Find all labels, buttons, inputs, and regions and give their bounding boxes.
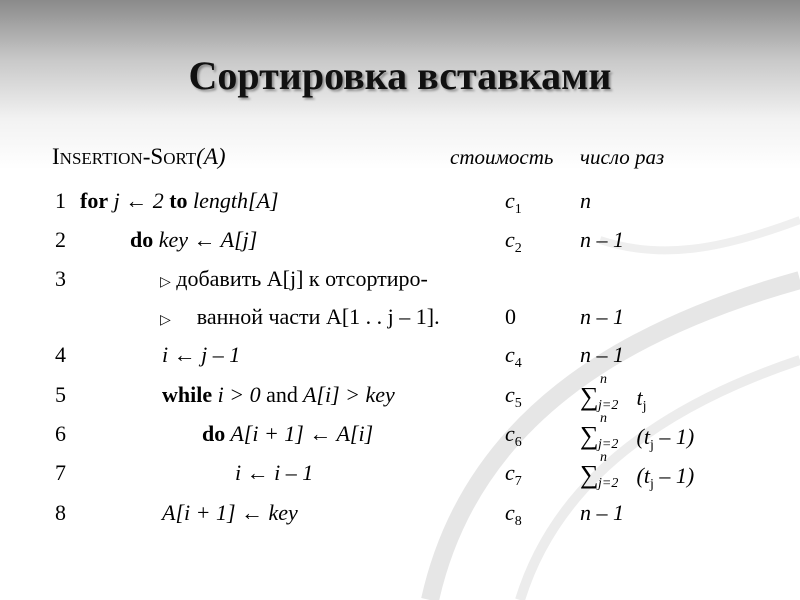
sigma-icon: ∑ [580, 460, 599, 489]
comment-marker-icon: ▷ [160, 313, 171, 328]
line-number: 6 [55, 421, 66, 446]
times-value: n [580, 188, 591, 213]
times-value: n – 1 [580, 342, 624, 367]
sum-upper: n [600, 372, 607, 387]
code-line-1 [0, 188, 800, 222]
cost-sub: 4 [514, 356, 522, 371]
sum-upper: n [600, 450, 607, 465]
code-fragment: i > 0 [212, 382, 267, 407]
cost-base: c [505, 188, 515, 213]
code-line-3-continued [0, 304, 800, 338]
times-value [580, 450, 695, 493]
algorithm-name [52, 144, 226, 170]
cost-base: c [505, 382, 515, 407]
algo-name-part: S [150, 144, 164, 169]
code-fragment: j ← 2 [108, 188, 170, 213]
cost-base: c [505, 460, 515, 485]
sum-body: (t [636, 463, 650, 488]
line-number: 8 [55, 500, 66, 525]
line-number: 5 [55, 382, 66, 407]
times-column-header: число раз [580, 145, 665, 169]
cost-value [505, 188, 522, 218]
code-fragment: length[A] [187, 188, 279, 213]
cost-value: 0 [505, 304, 516, 329]
algo-name-part: NSERTION [59, 149, 143, 168]
sum-body-tail: – 1) [653, 424, 695, 449]
code-line-3 [0, 266, 800, 300]
algo-arg: (A) [196, 144, 226, 169]
comment-fragment: ванной части A[1 . . j – 1]. [196, 304, 440, 329]
algo-name-part: ORT [163, 149, 197, 168]
cost-value [505, 421, 522, 451]
sum-body-sub: j [650, 477, 654, 492]
keyword: to [169, 188, 188, 213]
times-value [580, 411, 695, 454]
slide-title: Сортировка вставками [188, 53, 612, 98]
times-value: n – 1 [580, 304, 624, 329]
times-value: n – 1 [580, 227, 624, 252]
sum-body: t [636, 385, 643, 410]
code-fragment: A[i] > key [297, 382, 395, 407]
code-text [162, 382, 395, 408]
comment-marker-icon: ▷ [160, 275, 171, 290]
line-number: 3 [55, 266, 66, 291]
cost-sub: 6 [514, 435, 522, 450]
code-line-7 [0, 450, 800, 494]
sum-lower: j=2 [598, 476, 619, 491]
comment-text [160, 266, 428, 292]
code-text: i ← j – 1 [162, 342, 241, 367]
cost-column-header: стоимость [450, 145, 554, 169]
comment-text [160, 304, 440, 330]
cost-base: c [505, 227, 515, 252]
cost-value [505, 460, 522, 490]
sum-lower: j=2 [598, 398, 619, 413]
keyword: while [162, 382, 213, 407]
sum-body-sub: j [650, 438, 654, 453]
code-line-6 [0, 411, 800, 455]
code-text [80, 188, 279, 214]
cost-sub: 2 [514, 241, 522, 256]
sigma-icon: ∑ [580, 382, 599, 411]
keyword: do [130, 227, 154, 252]
cost-value [505, 227, 522, 257]
code-line-4 [0, 342, 800, 376]
cost-sub: 1 [514, 202, 522, 217]
code-line-2 [0, 227, 800, 261]
sum-expression [580, 450, 619, 491]
code-text [130, 227, 257, 253]
cost-base: c [505, 500, 515, 525]
cost-sub: 5 [514, 396, 522, 411]
line-number: 7 [55, 460, 66, 485]
code-fragment: key ← A[j] [153, 227, 258, 252]
sum-expression [580, 411, 619, 452]
sum-lower: j=2 [598, 437, 619, 452]
code-fragment: A[i + 1] ← A[i] [225, 421, 374, 446]
cost-value [505, 342, 522, 372]
comment-fragment: добавить A[j] к отсортиро- [170, 266, 428, 291]
code-line-8 [0, 500, 800, 534]
line-number: 4 [55, 342, 66, 367]
keyword: and [266, 382, 298, 407]
keyword: do [202, 421, 226, 446]
algo-name-part: I [52, 144, 60, 169]
sum-body: (t [636, 424, 650, 449]
sum-upper: n [600, 411, 607, 426]
cost-base: c [505, 421, 515, 446]
line-number: 2 [55, 227, 66, 252]
sigma-icon: ∑ [580, 421, 599, 450]
code-text: i ← i – 1 [235, 460, 314, 485]
cost-value [505, 500, 522, 530]
times-value: n – 1 [580, 500, 624, 525]
times-value [580, 372, 647, 415]
algo-name-part: - [142, 144, 151, 169]
cost-sub: 7 [514, 474, 522, 489]
code-text: A[i + 1] ← key [162, 500, 298, 525]
cost-sub: 8 [514, 514, 522, 529]
sum-body-sub: j [642, 399, 647, 414]
sum-body-tail: – 1) [653, 463, 695, 488]
cost-value [505, 382, 522, 412]
cost-base: c [505, 342, 515, 367]
sum-expression [580, 372, 619, 413]
line-number: 1 [55, 188, 66, 213]
keyword: for [80, 188, 109, 213]
code-line-5 [0, 372, 800, 416]
code-text [202, 421, 373, 447]
